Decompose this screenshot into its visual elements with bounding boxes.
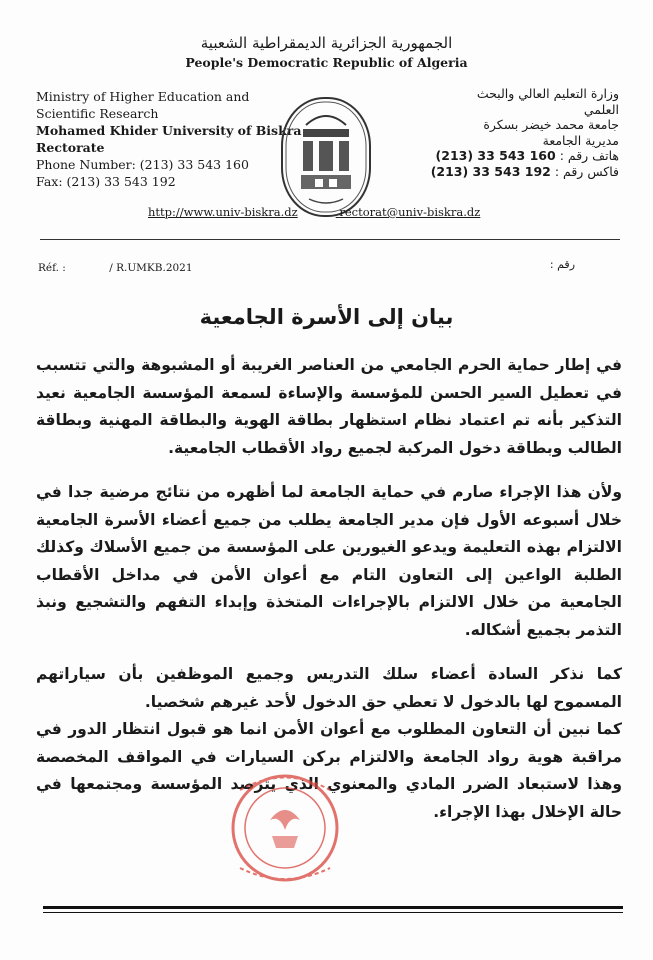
ministry-line2-ar: العلمي (583, 101, 619, 117)
republic-name-english: People's Democratic Republic of Algeria (185, 55, 468, 70)
ministry-line2: Scientific Research (36, 106, 159, 121)
university-name: Mohamed Khider University of Biskra (36, 123, 302, 138)
paragraph-2: ولأن هذا الإجراء صارم في حماية الجامعة لما أظهره من نتائج مرضية جدا في خلال أسبوعه الأول فإن مدير الجامعة يطلب من جميع أعضاء الأسرة الجامعية الالتزام بهذه التعليمة ويدعو الغيورين على المؤسسة من جميع الأسلاك وكذلك الطلبة الواعين إلى التعاون التام مع أعوان الأمن في مداخل الأقطاب الجامعية من خلال الالتزام بالإجراءات المتخذة وإبداء التفهم والتشجيع ونبذ التذمر بجميع أشكاله. (36, 483, 622, 639)
email-link[interactable]: rectorat@univ-biskra.dz (339, 205, 481, 219)
fax-number: Fax: (213) 33 543 192 (36, 174, 176, 189)
republic-name-arabic: الجمهورية الجزائرية الديمقراطية الشعبية (200, 34, 453, 52)
letterhead-right (379, 86, 619, 179)
university-name-ar: جامعة محمد خيضر بسكرة (483, 117, 619, 132)
reference-left (38, 262, 193, 274)
ref-value: / R.UMKB.2021 (109, 262, 193, 274)
phone-number-ar: (213) 33 543 160 (435, 148, 556, 163)
fax-label-ar: فاكس رقم : (554, 163, 619, 179)
fax-row-ar (379, 164, 619, 180)
document-title: بيان إلى الأسرة الجامعية (199, 305, 454, 329)
phone-row-ar (379, 148, 619, 164)
official-stamp-icon (210, 770, 360, 885)
footer-rule-thick (43, 906, 623, 909)
ministry-line1-ar: وزارة التعليم العالي والبحث (476, 86, 619, 101)
phone-number: Phone Number: (213) 33 543 160 (36, 157, 249, 172)
rectorate-label-ar: مديرية الجامعة (542, 132, 619, 148)
reference-right: رقم : (549, 258, 575, 271)
ministry-line1: Ministry of Higher Education and (36, 89, 250, 104)
contact-links (148, 205, 518, 219)
ref-label: Réf. : (38, 262, 66, 274)
paragraph-3: كما نذكر السادة أعضاء سلك التدريس وجميع الموظفين بأن سياراتهم المسموح لها بالدخول لا تعطي حق الدخول لأحد غيرهم شخصيا. (36, 665, 622, 711)
website-link[interactable]: http://www.univ-biskra.dz (148, 205, 298, 219)
phone-label-ar: هاتف رقم : (559, 148, 619, 163)
paragraph-1: في إطار حماية الحرم الجامعي من العناصر الغريبة أو المشبوهة والتي تتسبب في تعطيل السير الحسن للمؤسسة والإساءة لسمعة المؤسسة الجامعية نعيد التذكير بأنه تم اعتماد نظام استظهار بطاقة الهوية والبطاقة المهنية وبطاقة الطالب وبطاقة دخول المركبة لجميع رواد الأقطاب الجامعية. (36, 356, 622, 457)
university-emblem-icon (279, 95, 373, 219)
letterhead-left (36, 88, 301, 190)
paragraph-4: كما نبين أن التعاون المطلوب مع أعوان الأمن انما هو قبول انتظار الدور في مراقبة هوية رواد الجامعة والالتزام بركن السيارات في المواقف المخصصة وهذا لاستبعاد الضرر المادي والمعنوي الذي يترصد المؤسسة ومجتمعها في حالة الإخلال بهذا الإجراء. (36, 720, 622, 821)
header-divider (40, 239, 620, 240)
footer-rule-thin (43, 912, 623, 913)
fax-number-ar: (213) 33 543 192 (430, 163, 551, 179)
rectorate-label: Rectorate (36, 140, 105, 155)
